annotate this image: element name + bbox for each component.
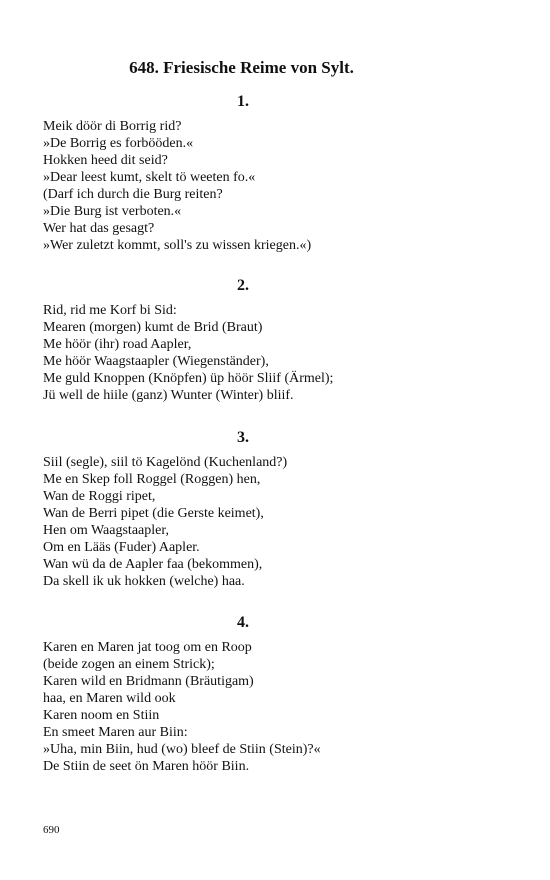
verse-line: »De Borrig es forbööden.« bbox=[43, 136, 194, 151]
verse-line: haa, en Maren wild ook bbox=[43, 691, 176, 706]
verse-line: Me höör Waagstaapler (Wiegenständer), bbox=[43, 354, 269, 369]
verse-section-1 bbox=[43, 92, 443, 254]
verse-lines bbox=[43, 454, 443, 590]
verse-line: Wan de Roggi ripet, bbox=[43, 489, 156, 504]
section-number: 3. bbox=[237, 429, 249, 446]
verse-line: Meik döör di Borrig rid? bbox=[43, 119, 182, 134]
page-title: 648. Friesische Reime von Sylt. bbox=[129, 58, 354, 77]
verse-line: Karen noom en Stiin bbox=[43, 708, 160, 723]
verse-line: (beide zogen an einem Strick); bbox=[43, 657, 215, 672]
verse-line: Mearen (morgen) kumt de Brid (Braut) bbox=[43, 320, 263, 335]
section-number: 4. bbox=[237, 614, 249, 631]
section-number: 2. bbox=[237, 277, 249, 294]
verse-line: Wan de Berri pipet (die Gerste keimet), bbox=[43, 506, 264, 521]
verse-line: Da skell ik uk hokken (welche) haa. bbox=[43, 574, 245, 589]
verse-line: Siil (segle), siil tö Kagelönd (Kuchenland?) bbox=[43, 455, 288, 470]
verse-lines bbox=[43, 639, 443, 775]
verse-line: Om en Lääs (Fuder) Aapler. bbox=[43, 540, 200, 555]
verse-line: »Wer zuletzt kommt, soll's zu wissen kriegen.«) bbox=[43, 238, 312, 253]
verse-line: Hen om Waagstaapler, bbox=[43, 523, 169, 538]
verse-line: Rid, rid me Korf bi Sid: bbox=[43, 303, 177, 318]
page-number: 690 bbox=[43, 824, 60, 836]
verse-line: Karen en Maren jat toog om en Roop bbox=[43, 640, 252, 655]
verse-line: Jü well de hiile (ganz) Wunter (Winter) bliif. bbox=[43, 388, 294, 403]
verse-line: Karen wild en Bridmann (Bräutigam) bbox=[43, 674, 254, 689]
verse-section-3 bbox=[43, 428, 443, 590]
verse-lines bbox=[43, 118, 443, 254]
verse-line: »Uha, min Biin, hud (wo) bleef de Stiin (Stein)?« bbox=[43, 742, 321, 757]
section-number: 1. bbox=[237, 93, 249, 110]
verse-line: Me höör (ihr) road Aapler, bbox=[43, 337, 192, 352]
verse-line: (Darf ich durch die Burg reiten? bbox=[43, 187, 223, 202]
verse-line: Hokken heed dit seid? bbox=[43, 153, 168, 168]
verse-section-2 bbox=[43, 276, 443, 404]
verse-line: De Stiin de seet ön Maren höör Biin. bbox=[43, 759, 250, 774]
verse-section-4 bbox=[43, 613, 443, 775]
verse-line: Me guld Knoppen (Knöpfen) üp höör Sliif (Ärmel); bbox=[43, 371, 334, 386]
verse-lines bbox=[43, 302, 443, 404]
verse-line: »Dear leest kumt, skelt tö weeten fo.« bbox=[43, 170, 256, 185]
verse-line: »Die Burg ist verboten.« bbox=[43, 204, 182, 219]
verse-line: En smeet Maren aur Biin: bbox=[43, 725, 188, 740]
verse-line: Wan wü da de Aapler faa (bekommen), bbox=[43, 557, 263, 572]
verse-line: Me en Skep foll Roggel (Roggen) hen, bbox=[43, 472, 261, 487]
verse-line: Wer hat das gesagt? bbox=[43, 221, 155, 236]
